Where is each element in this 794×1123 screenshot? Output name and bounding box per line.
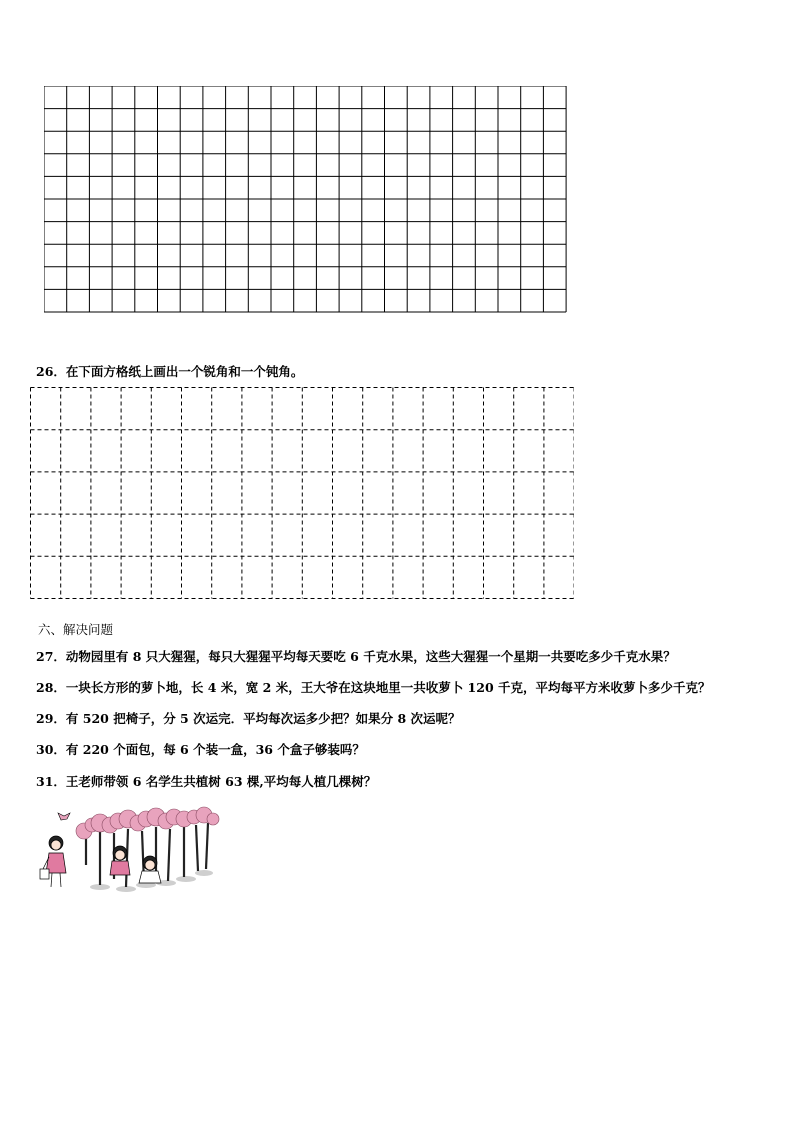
square-grid-paper bbox=[44, 86, 568, 314]
section-heading: 六、解决问题 bbox=[38, 622, 114, 637]
dashed-grid-paper[interactable] bbox=[30, 387, 574, 601]
question-30: 30．有 220 个面包，每 6 个装一盒，36 个盒子够装吗？ bbox=[36, 742, 365, 757]
question-26: 26．在下面方格纸上画出一个锐角和一个钝角。 bbox=[36, 364, 304, 379]
bird-icon bbox=[58, 813, 70, 820]
question-28: 28．一块长方形的萝卜地，长 4 米，宽 2 米，王大爷在这块地里一共收萝卜 120 千克，平均每平方米收萝卜多少千克？ bbox=[36, 680, 711, 695]
question-29: 29．有 520 把椅子，分 5 次运完．平均每次运多少把？如果分 8 次运呢？ bbox=[36, 711, 461, 726]
girl-figure bbox=[40, 836, 66, 887]
question-27: 27．动物园里有 8 只大猩猩，每只大猩猩平均每天要吃 6 千克水果，这些大猩猩一个星期一共要吃多少千克水果？ bbox=[36, 649, 676, 664]
tree-planting-illustration bbox=[38, 803, 223, 900]
question-31: 31．王老师带领 6 名学生共植树 63 棵,平均每人植几棵树？ bbox=[36, 774, 377, 789]
